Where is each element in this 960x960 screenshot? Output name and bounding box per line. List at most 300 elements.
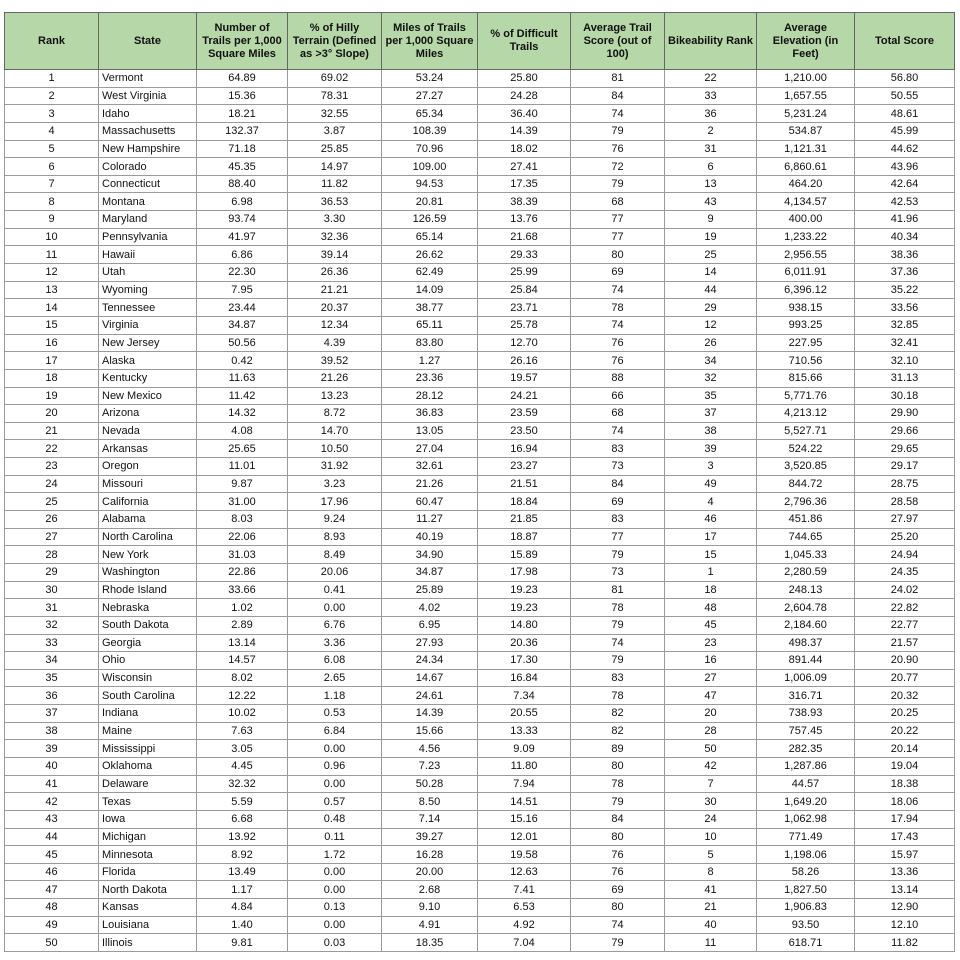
state-cell[interactable]: Connecticut [99,175,197,193]
average-trail-score-cell[interactable]: 79 [571,793,665,811]
average-elevation-cell[interactable]: 938.15 [757,299,855,317]
rank-cell[interactable]: 9 [5,211,99,229]
miles-of-trails-cell[interactable]: 18.35 [382,934,478,952]
total-score-cell[interactable]: 17.94 [855,810,955,828]
miles-of-trails-cell[interactable]: 23.36 [382,369,478,387]
rank-cell[interactable]: 32 [5,616,99,634]
average-elevation-cell[interactable]: 1,657.55 [757,87,855,105]
bikeability-rank-cell[interactable]: 43 [665,193,757,211]
trails-per-area-cell[interactable]: 71.18 [197,140,288,158]
total-score-cell[interactable]: 35.22 [855,281,955,299]
average-elevation-cell[interactable]: 1,827.50 [757,881,855,899]
average-trail-score-cell[interactable]: 74 [571,316,665,334]
state-cell[interactable]: Hawaii [99,246,197,264]
state-cell[interactable]: New Jersey [99,334,197,352]
rank-cell[interactable]: 25 [5,493,99,511]
total-score-cell[interactable]: 42.53 [855,193,955,211]
trails-per-area-cell[interactable]: 33.66 [197,581,288,599]
miles-of-trails-cell[interactable]: 8.50 [382,793,478,811]
miles-of-trails-cell[interactable]: 20.81 [382,193,478,211]
miles-of-trails-cell[interactable]: 7.14 [382,810,478,828]
difficult-trails-cell[interactable]: 15.89 [478,546,571,564]
rank-cell[interactable]: 13 [5,281,99,299]
total-score-cell[interactable]: 20.90 [855,652,955,670]
hilly-terrain-cell[interactable]: 1.18 [288,687,382,705]
total-score-cell[interactable]: 28.58 [855,493,955,511]
trails-per-area-cell[interactable]: 4.45 [197,757,288,775]
trails-per-area-cell[interactable]: 50.56 [197,334,288,352]
miles-of-trails-cell[interactable]: 14.67 [382,669,478,687]
total-score-cell[interactable]: 38.36 [855,246,955,264]
miles-of-trails-cell[interactable]: 94.53 [382,175,478,193]
hilly-terrain-cell[interactable]: 39.14 [288,246,382,264]
average-elevation-cell[interactable]: 1,121.31 [757,140,855,158]
miles-of-trails-cell[interactable]: 11.27 [382,511,478,529]
state-cell[interactable]: Illinois [99,934,197,952]
trails-per-area-cell[interactable]: 22.06 [197,528,288,546]
hilly-terrain-cell[interactable]: 0.00 [288,863,382,881]
difficult-trails-cell[interactable]: 14.80 [478,616,571,634]
state-cell[interactable]: Tennessee [99,299,197,317]
trails-per-area-cell[interactable]: 11.63 [197,369,288,387]
average-elevation-cell[interactable]: 738.93 [757,705,855,723]
rank-cell[interactable]: 1 [5,70,99,88]
rank-cell[interactable]: 34 [5,652,99,670]
rank-cell[interactable]: 2 [5,87,99,105]
average-elevation-cell[interactable]: 400.00 [757,211,855,229]
hilly-terrain-cell[interactable]: 21.26 [288,369,382,387]
miles-of-trails-cell[interactable]: 53.24 [382,70,478,88]
bikeability-rank-cell[interactable]: 3 [665,458,757,476]
difficult-trails-cell[interactable]: 16.84 [478,669,571,687]
trails-per-area-cell[interactable]: 93.74 [197,211,288,229]
difficult-trails-cell[interactable]: 38.39 [478,193,571,211]
average-elevation-cell[interactable]: 1,045.33 [757,546,855,564]
header-difficult-trails[interactable]: % of Difficult Trails [478,13,571,70]
average-trail-score-cell[interactable]: 80 [571,246,665,264]
average-trail-score-cell[interactable]: 79 [571,652,665,670]
difficult-trails-cell[interactable]: 18.02 [478,140,571,158]
trails-per-area-cell[interactable]: 2.89 [197,616,288,634]
average-trail-score-cell[interactable]: 84 [571,87,665,105]
trails-per-area-cell[interactable]: 13.14 [197,634,288,652]
average-trail-score-cell[interactable]: 69 [571,264,665,282]
trails-per-area-cell[interactable]: 31.03 [197,546,288,564]
rank-cell[interactable]: 19 [5,387,99,405]
bikeability-rank-cell[interactable]: 2 [665,122,757,140]
trails-per-area-cell[interactable]: 9.81 [197,934,288,952]
average-trail-score-cell[interactable]: 68 [571,193,665,211]
total-score-cell[interactable]: 13.36 [855,863,955,881]
average-elevation-cell[interactable]: 5,771.76 [757,387,855,405]
rank-cell[interactable]: 31 [5,599,99,617]
difficult-trails-cell[interactable]: 19.23 [478,599,571,617]
rank-cell[interactable]: 29 [5,563,99,581]
average-trail-score-cell[interactable]: 81 [571,70,665,88]
average-trail-score-cell[interactable]: 76 [571,846,665,864]
hilly-terrain-cell[interactable]: 0.00 [288,881,382,899]
bikeability-rank-cell[interactable]: 29 [665,299,757,317]
state-cell[interactable]: Arkansas [99,440,197,458]
difficult-trails-cell[interactable]: 18.84 [478,493,571,511]
total-score-cell[interactable]: 50.55 [855,87,955,105]
miles-of-trails-cell[interactable]: 4.02 [382,599,478,617]
bikeability-rank-cell[interactable]: 35 [665,387,757,405]
average-trail-score-cell[interactable]: 78 [571,599,665,617]
average-trail-score-cell[interactable]: 73 [571,563,665,581]
difficult-trails-cell[interactable]: 11.80 [478,757,571,775]
state-cell[interactable]: South Carolina [99,687,197,705]
rank-cell[interactable]: 20 [5,405,99,423]
difficult-trails-cell[interactable]: 12.63 [478,863,571,881]
average-elevation-cell[interactable]: 93.50 [757,916,855,934]
hilly-terrain-cell[interactable]: 14.70 [288,422,382,440]
average-trail-score-cell[interactable]: 72 [571,158,665,176]
hilly-terrain-cell[interactable]: 0.96 [288,757,382,775]
average-trail-score-cell[interactable]: 81 [571,581,665,599]
rank-cell[interactable]: 4 [5,122,99,140]
rank-cell[interactable]: 37 [5,705,99,723]
average-trail-score-cell[interactable]: 82 [571,722,665,740]
average-elevation-cell[interactable]: 1,062.98 [757,810,855,828]
hilly-terrain-cell[interactable]: 32.36 [288,228,382,246]
average-trail-score-cell[interactable]: 74 [571,634,665,652]
miles-of-trails-cell[interactable]: 62.49 [382,264,478,282]
total-score-cell[interactable]: 45.99 [855,122,955,140]
difficult-trails-cell[interactable]: 12.70 [478,334,571,352]
state-cell[interactable]: Mississippi [99,740,197,758]
miles-of-trails-cell[interactable]: 26.62 [382,246,478,264]
average-elevation-cell[interactable]: 4,213.12 [757,405,855,423]
average-elevation-cell[interactable]: 248.13 [757,581,855,599]
average-trail-score-cell[interactable]: 79 [571,616,665,634]
total-score-cell[interactable]: 13.14 [855,881,955,899]
state-cell[interactable]: Nebraska [99,599,197,617]
state-cell[interactable]: Nevada [99,422,197,440]
total-score-cell[interactable]: 11.82 [855,934,955,952]
average-elevation-cell[interactable]: 4,134.57 [757,193,855,211]
bikeability-rank-cell[interactable]: 31 [665,140,757,158]
total-score-cell[interactable]: 20.25 [855,705,955,723]
hilly-terrain-cell[interactable]: 8.72 [288,405,382,423]
miles-of-trails-cell[interactable]: 1.27 [382,352,478,370]
state-cell[interactable]: Iowa [99,810,197,828]
total-score-cell[interactable]: 18.06 [855,793,955,811]
trails-per-area-cell[interactable]: 31.00 [197,493,288,511]
hilly-terrain-cell[interactable]: 0.00 [288,599,382,617]
hilly-terrain-cell[interactable]: 12.34 [288,316,382,334]
state-cell[interactable]: Louisiana [99,916,197,934]
hilly-terrain-cell[interactable]: 0.57 [288,793,382,811]
average-elevation-cell[interactable]: 710.56 [757,352,855,370]
trails-per-area-cell[interactable]: 10.02 [197,705,288,723]
average-trail-score-cell[interactable]: 76 [571,352,665,370]
header-miles-of-trails[interactable]: Miles of Trails per 1,000 Square Miles [382,13,478,70]
average-trail-score-cell[interactable]: 74 [571,422,665,440]
bikeability-rank-cell[interactable]: 7 [665,775,757,793]
average-elevation-cell[interactable]: 844.72 [757,475,855,493]
difficult-trails-cell[interactable]: 25.78 [478,316,571,334]
state-cell[interactable]: Georgia [99,634,197,652]
hilly-terrain-cell[interactable]: 3.23 [288,475,382,493]
average-trail-score-cell[interactable]: 78 [571,775,665,793]
bikeability-rank-cell[interactable]: 41 [665,881,757,899]
trails-per-area-cell[interactable]: 7.95 [197,281,288,299]
state-cell[interactable]: Maryland [99,211,197,229]
hilly-terrain-cell[interactable]: 4.39 [288,334,382,352]
total-score-cell[interactable]: 32.10 [855,352,955,370]
state-cell[interactable]: Pennsylvania [99,228,197,246]
state-cell[interactable]: New York [99,546,197,564]
difficult-trails-cell[interactable]: 19.57 [478,369,571,387]
bikeability-rank-cell[interactable]: 5 [665,846,757,864]
total-score-cell[interactable]: 15.97 [855,846,955,864]
difficult-trails-cell[interactable]: 27.41 [478,158,571,176]
total-score-cell[interactable]: 28.75 [855,475,955,493]
average-elevation-cell[interactable]: 1,210.00 [757,70,855,88]
bikeability-rank-cell[interactable]: 14 [665,264,757,282]
hilly-terrain-cell[interactable]: 25.85 [288,140,382,158]
bikeability-rank-cell[interactable]: 25 [665,246,757,264]
average-elevation-cell[interactable]: 3,520.85 [757,458,855,476]
bikeability-rank-cell[interactable]: 45 [665,616,757,634]
average-trail-score-cell[interactable]: 82 [571,705,665,723]
hilly-terrain-cell[interactable]: 2.65 [288,669,382,687]
hilly-terrain-cell[interactable]: 26.36 [288,264,382,282]
difficult-trails-cell[interactable]: 19.58 [478,846,571,864]
rank-cell[interactable]: 40 [5,757,99,775]
state-cell[interactable]: Massachusetts [99,122,197,140]
bikeability-rank-cell[interactable]: 17 [665,528,757,546]
trails-per-area-cell[interactable]: 1.40 [197,916,288,934]
header-state[interactable]: State [99,13,197,70]
total-score-cell[interactable]: 22.77 [855,616,955,634]
miles-of-trails-cell[interactable]: 21.26 [382,475,478,493]
average-elevation-cell[interactable]: 771.49 [757,828,855,846]
average-elevation-cell[interactable]: 58.26 [757,863,855,881]
bikeability-rank-cell[interactable]: 47 [665,687,757,705]
trails-per-area-cell[interactable]: 12.22 [197,687,288,705]
difficult-trails-cell[interactable]: 7.94 [478,775,571,793]
trails-per-area-cell[interactable]: 18.21 [197,105,288,123]
total-score-cell[interactable]: 19.04 [855,757,955,775]
rank-cell[interactable]: 5 [5,140,99,158]
average-trail-score-cell[interactable]: 76 [571,863,665,881]
average-trail-score-cell[interactable]: 83 [571,440,665,458]
average-trail-score-cell[interactable]: 66 [571,387,665,405]
difficult-trails-cell[interactable]: 25.84 [478,281,571,299]
difficult-trails-cell[interactable]: 23.27 [478,458,571,476]
hilly-terrain-cell[interactable]: 0.00 [288,775,382,793]
trails-per-area-cell[interactable]: 6.86 [197,246,288,264]
bikeability-rank-cell[interactable]: 28 [665,722,757,740]
hilly-terrain-cell[interactable]: 9.24 [288,511,382,529]
miles-of-trails-cell[interactable]: 6.95 [382,616,478,634]
miles-of-trails-cell[interactable]: 109.00 [382,158,478,176]
trails-per-area-cell[interactable]: 8.92 [197,846,288,864]
hilly-terrain-cell[interactable]: 32.55 [288,105,382,123]
average-trail-score-cell[interactable]: 83 [571,511,665,529]
miles-of-trails-cell[interactable]: 36.83 [382,405,478,423]
difficult-trails-cell[interactable]: 26.16 [478,352,571,370]
difficult-trails-cell[interactable]: 21.68 [478,228,571,246]
difficult-trails-cell[interactable]: 18.87 [478,528,571,546]
total-score-cell[interactable]: 24.94 [855,546,955,564]
total-score-cell[interactable]: 44.62 [855,140,955,158]
hilly-terrain-cell[interactable]: 20.06 [288,563,382,581]
difficult-trails-cell[interactable]: 24.28 [478,87,571,105]
average-elevation-cell[interactable]: 6,396.12 [757,281,855,299]
bikeability-rank-cell[interactable]: 9 [665,211,757,229]
miles-of-trails-cell[interactable]: 7.23 [382,757,478,775]
state-cell[interactable]: Oregon [99,458,197,476]
hilly-terrain-cell[interactable]: 20.37 [288,299,382,317]
average-elevation-cell[interactable]: 5,231.24 [757,105,855,123]
total-score-cell[interactable]: 30.18 [855,387,955,405]
bikeability-rank-cell[interactable]: 34 [665,352,757,370]
rank-cell[interactable]: 43 [5,810,99,828]
miles-of-trails-cell[interactable]: 39.27 [382,828,478,846]
state-cell[interactable]: Washington [99,563,197,581]
trails-per-area-cell[interactable]: 9.87 [197,475,288,493]
state-cell[interactable]: Colorado [99,158,197,176]
rank-cell[interactable]: 41 [5,775,99,793]
bikeability-rank-cell[interactable]: 1 [665,563,757,581]
state-cell[interactable]: Vermont [99,70,197,88]
average-elevation-cell[interactable]: 618.71 [757,934,855,952]
trails-per-area-cell[interactable]: 45.35 [197,158,288,176]
state-cell[interactable]: Wisconsin [99,669,197,687]
bikeability-rank-cell[interactable]: 8 [665,863,757,881]
trails-per-area-cell[interactable]: 132.37 [197,122,288,140]
average-elevation-cell[interactable]: 1,006.09 [757,669,855,687]
average-elevation-cell[interactable]: 44.57 [757,775,855,793]
average-elevation-cell[interactable]: 524.22 [757,440,855,458]
rank-cell[interactable]: 12 [5,264,99,282]
bikeability-rank-cell[interactable]: 40 [665,916,757,934]
miles-of-trails-cell[interactable]: 27.27 [382,87,478,105]
average-elevation-cell[interactable]: 744.65 [757,528,855,546]
bikeability-rank-cell[interactable]: 20 [665,705,757,723]
state-cell[interactable]: North Carolina [99,528,197,546]
miles-of-trails-cell[interactable]: 24.34 [382,652,478,670]
total-score-cell[interactable]: 25.20 [855,528,955,546]
trails-per-area-cell[interactable]: 6.68 [197,810,288,828]
average-trail-score-cell[interactable]: 84 [571,810,665,828]
average-trail-score-cell[interactable]: 77 [571,528,665,546]
difficult-trails-cell[interactable]: 14.51 [478,793,571,811]
trails-per-area-cell[interactable]: 1.02 [197,599,288,617]
difficult-trails-cell[interactable]: 17.30 [478,652,571,670]
state-cell[interactable]: Montana [99,193,197,211]
bikeability-rank-cell[interactable]: 36 [665,105,757,123]
miles-of-trails-cell[interactable]: 83.80 [382,334,478,352]
rank-cell[interactable]: 27 [5,528,99,546]
difficult-trails-cell[interactable]: 17.35 [478,175,571,193]
average-elevation-cell[interactable]: 5,527.71 [757,422,855,440]
difficult-trails-cell[interactable]: 4.92 [478,916,571,934]
total-score-cell[interactable]: 56.80 [855,70,955,88]
trails-per-area-cell[interactable]: 7.63 [197,722,288,740]
bikeability-rank-cell[interactable]: 6 [665,158,757,176]
total-score-cell[interactable]: 42.64 [855,175,955,193]
state-cell[interactable]: North Dakota [99,881,197,899]
state-cell[interactable]: Missouri [99,475,197,493]
difficult-trails-cell[interactable]: 9.09 [478,740,571,758]
bikeability-rank-cell[interactable]: 39 [665,440,757,458]
average-trail-score-cell[interactable]: 74 [571,281,665,299]
rank-cell[interactable]: 46 [5,863,99,881]
hilly-terrain-cell[interactable]: 6.08 [288,652,382,670]
hilly-terrain-cell[interactable]: 31.92 [288,458,382,476]
average-trail-score-cell[interactable]: 79 [571,546,665,564]
bikeability-rank-cell[interactable]: 26 [665,334,757,352]
miles-of-trails-cell[interactable]: 15.66 [382,722,478,740]
bikeability-rank-cell[interactable]: 23 [665,634,757,652]
rank-cell[interactable]: 8 [5,193,99,211]
miles-of-trails-cell[interactable]: 27.93 [382,634,478,652]
hilly-terrain-cell[interactable]: 0.13 [288,899,382,917]
bikeability-rank-cell[interactable]: 48 [665,599,757,617]
average-elevation-cell[interactable]: 993.25 [757,316,855,334]
miles-of-trails-cell[interactable]: 25.89 [382,581,478,599]
hilly-terrain-cell[interactable]: 0.41 [288,581,382,599]
average-trail-score-cell[interactable]: 80 [571,899,665,917]
miles-of-trails-cell[interactable]: 4.56 [382,740,478,758]
difficult-trails-cell[interactable]: 7.04 [478,934,571,952]
trails-per-area-cell[interactable]: 4.08 [197,422,288,440]
average-elevation-cell[interactable]: 2,184.60 [757,616,855,634]
difficult-trails-cell[interactable]: 7.34 [478,687,571,705]
bikeability-rank-cell[interactable]: 33 [665,87,757,105]
hilly-terrain-cell[interactable]: 39.52 [288,352,382,370]
total-score-cell[interactable]: 20.32 [855,687,955,705]
difficult-trails-cell[interactable]: 23.71 [478,299,571,317]
state-cell[interactable]: Ohio [99,652,197,670]
miles-of-trails-cell[interactable]: 65.34 [382,105,478,123]
rank-cell[interactable]: 30 [5,581,99,599]
average-trail-score-cell[interactable]: 77 [571,228,665,246]
rank-cell[interactable]: 3 [5,105,99,123]
hilly-terrain-cell[interactable]: 1.72 [288,846,382,864]
rank-cell[interactable]: 42 [5,793,99,811]
total-score-cell[interactable]: 40.34 [855,228,955,246]
bikeability-rank-cell[interactable]: 19 [665,228,757,246]
average-trail-score-cell[interactable]: 69 [571,493,665,511]
average-elevation-cell[interactable]: 282.35 [757,740,855,758]
trails-per-area-cell[interactable]: 14.57 [197,652,288,670]
hilly-terrain-cell[interactable]: 17.96 [288,493,382,511]
rank-cell[interactable]: 16 [5,334,99,352]
total-score-cell[interactable]: 31.13 [855,369,955,387]
bikeability-rank-cell[interactable]: 38 [665,422,757,440]
state-cell[interactable]: Idaho [99,105,197,123]
total-score-cell[interactable]: 37.36 [855,264,955,282]
trails-per-area-cell[interactable]: 13.49 [197,863,288,881]
rank-cell[interactable]: 11 [5,246,99,264]
average-elevation-cell[interactable]: 6,011.91 [757,264,855,282]
trails-per-area-cell[interactable]: 3.05 [197,740,288,758]
hilly-terrain-cell[interactable]: 6.76 [288,616,382,634]
trails-per-area-cell[interactable]: 1.17 [197,881,288,899]
bikeability-rank-cell[interactable]: 10 [665,828,757,846]
miles-of-trails-cell[interactable]: 108.39 [382,122,478,140]
difficult-trails-cell[interactable]: 24.21 [478,387,571,405]
average-trail-score-cell[interactable]: 89 [571,740,665,758]
rank-cell[interactable]: 49 [5,916,99,934]
average-trail-score-cell[interactable]: 76 [571,140,665,158]
average-elevation-cell[interactable]: 2,796.36 [757,493,855,511]
